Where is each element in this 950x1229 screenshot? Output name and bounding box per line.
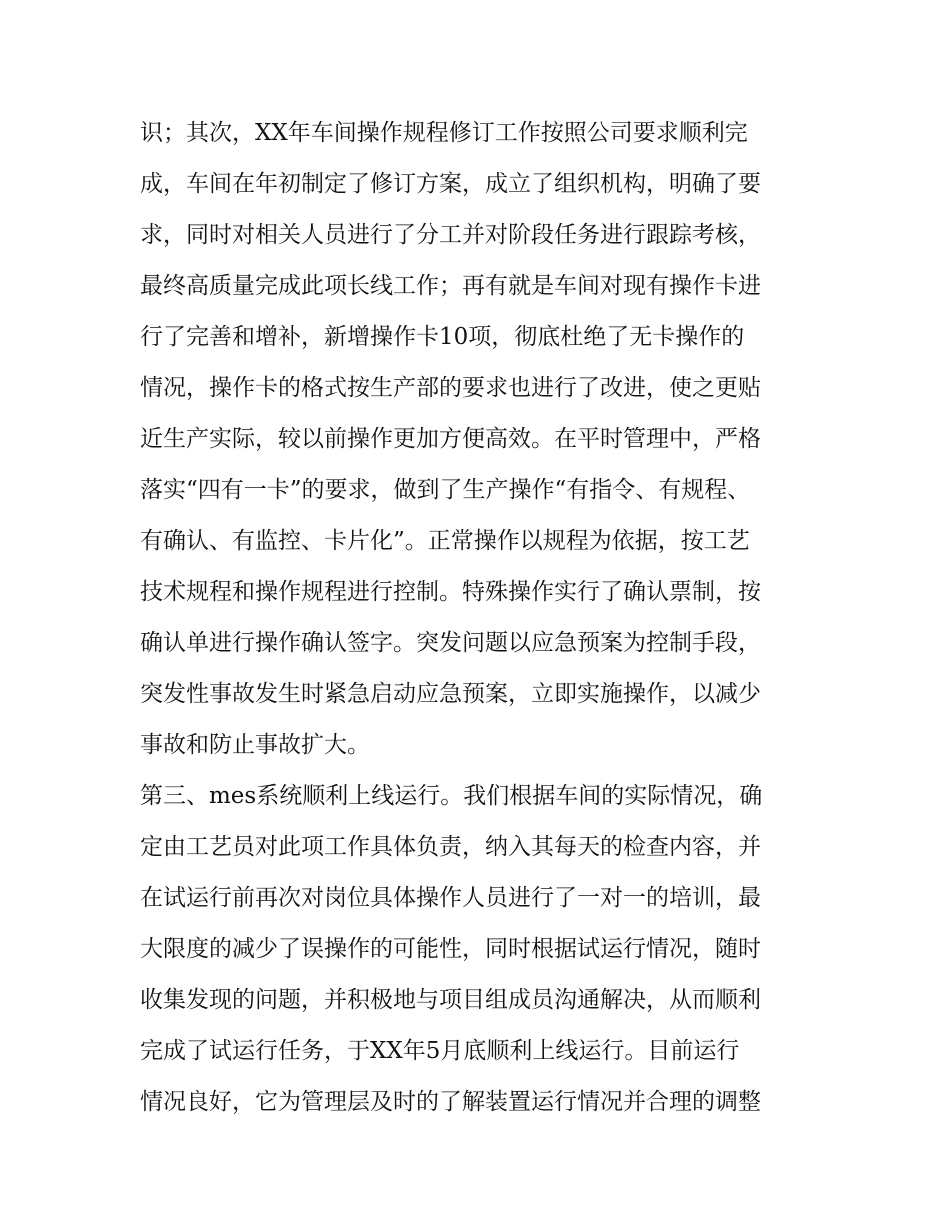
text-line: 求，同时对相关人员进行了分工并对阶段任务进行跟踪考核，: [140, 222, 761, 248]
text-line: 收集发现的问题，并积极地与项目组成员沟通解决，从而顺利: [140, 987, 761, 1013]
text-line: 技术规程和操作规程进行控制。特殊操作实行了确认票制，按: [140, 579, 761, 605]
text-line: 突发性事故发生时紧急启动应急预案，立即实施操作，以减少: [140, 681, 761, 707]
body-text: [140, 108, 820, 1128]
text-line: 行了完善和增补，新增操作卡10项，彻底杜绝了无卡操作的: [140, 324, 745, 350]
text-line: 情况，操作卡的格式按生产部的要求也进行了改进，使之更贴: [140, 375, 761, 401]
text-line: 近生产实际，较以前操作更加方便高效。在平时管理中，严格: [140, 426, 761, 452]
text-line: 情况良好，它为管理层及时的了解装置运行情况并合理的调整: [140, 1089, 761, 1115]
text-line: 确认单进行操作确认签字。突发问题以应急预案为控制手段，: [140, 630, 761, 656]
text-line: 第三、mes系统顺利上线运行。我们根据车间的实际情况，确: [140, 783, 763, 809]
text-line: 识；其次，XX年车间操作规程修订工作按照公司要求顺利完: [140, 120, 748, 146]
text-line: 定由工艺员对此项工作具体负责，纳入其每天的检查内容，并: [140, 834, 761, 860]
text-line: 有确认、有监控、卡片化”。正常操作以规程为依据，按工艺: [140, 528, 750, 554]
text-line: 大限度的减少了误操作的可能性，同时根据试运行情况，随时: [140, 936, 761, 962]
text-line: 完成了试运行任务，于XX年5月底顺利上线运行。目前运行: [140, 1038, 740, 1064]
text-line: 事故和防止事故扩大。: [140, 732, 370, 758]
text-line: 最终高质量完成此项长线工作；再有就是车间对现有操作卡进: [140, 273, 761, 299]
text-line: 成，车间在年初制定了修订方案，成立了组织机构，明确了要: [140, 171, 761, 197]
text-line: 落实“四有一卡”的要求，做到了生产操作“有指令、有规程、: [140, 477, 751, 503]
text-line: 在试运行前再次对岗位具体操作人员进行了一对一的培训，最: [140, 885, 761, 911]
